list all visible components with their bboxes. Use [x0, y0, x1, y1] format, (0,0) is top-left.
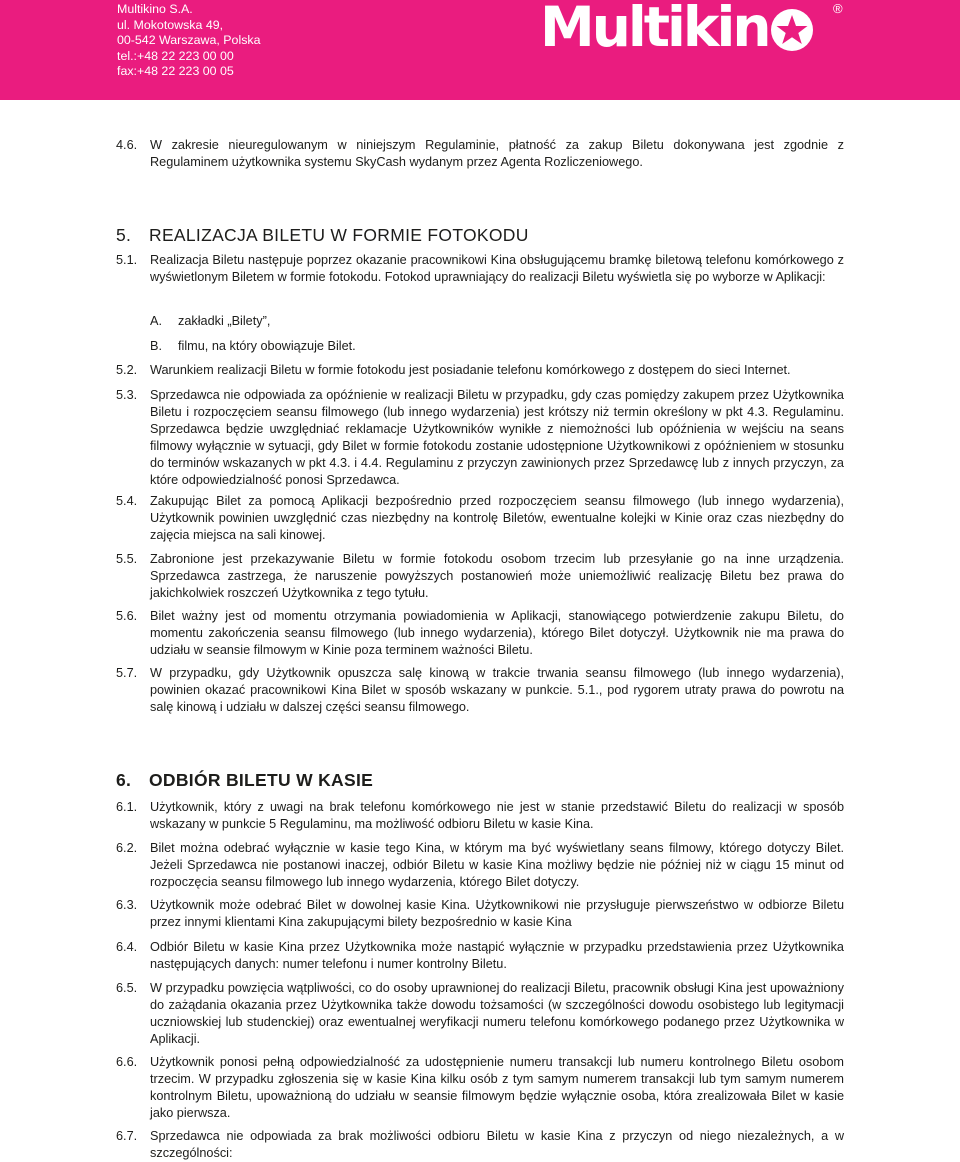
- clause-text: Odbiór Biletu w kasie Kina przez Użytkownika może nastąpić wyłącznie w przypadku przedstawienia przez Użytkownika następujących danych: numer telefonu i numer kontrolny Biletu.: [150, 940, 844, 971]
- company-phone: tel.:+48 22 223 00 00: [117, 48, 234, 63]
- section-6-heading: [116, 769, 844, 791]
- clause-number: 5.1.: [116, 253, 138, 267]
- clause-number: 5.7.: [116, 666, 138, 680]
- clause-text: W przypadku, gdy Użytkownik opuszcza salę kinową w trakcie trwania seansu filmowego (lub innego wydarzenia), powinien okazać pracownikowi Kina Bilet w sposób wskazany w punkcie. 5.1., pod rygorem utraty prawa do powrotu na salę kinową i udziału w dalszej części seansu filmowego.: [150, 666, 844, 714]
- clause-number: 6.7.: [116, 1129, 138, 1143]
- section-number: 5.: [116, 225, 132, 245]
- clause-number: 5.5.: [116, 552, 138, 566]
- list-text: zakładki „Bilety”,: [178, 314, 271, 328]
- clause-number: 6.3.: [116, 898, 138, 912]
- clause-text: Bilet ważny jest od momentu otrzymania powiadomienia w Aplikacji, stanowiącego potwierdzenie zakupu Biletu, do momentu zakończenia seansu filmowego (lub innego wydarzenia), którego Bilet dotyczył. Użytkownik nie ma prawa do udziału w seansie filmowym w Kinie poza terminem ważności Biletu.: [150, 609, 844, 657]
- clause-text: Bilet można odebrać wyłącznie w kasie tego Kina, w którym ma być wyświetlany seans filmowy, którego dotyczy Bilet. Jeżeli Sprzedawca nie postanowi inaczej, odbiór Biletu w kasie Kina możliwy będzie nie później niż w ciągu 15 minut od rozpoczęcia seansu filmowego lub innego wydarzenia, którego Bilet dotyczy.: [150, 841, 844, 889]
- company-fax: fax:+48 22 223 00 05: [117, 64, 234, 79]
- section-5-heading: [116, 224, 844, 246]
- registered-mark: ®: [833, 1, 843, 16]
- clause-number: 4.6.: [116, 138, 138, 152]
- clause-text: W zakresie nieuregulowanym w niniejszym Regulaminie, płatność za zakup Biletu dokonywana jest zgodnie z Regulaminem użytkownika systemu SkyCash wydanym przez Agenta Rozliczeniowego.: [150, 138, 844, 169]
- clause-text: Użytkownik ponosi pełną odpowiedzialność za udostępnienie numeru transakcji lub numeru kontrolnego Biletu osobom trzecim. W przypadku zgłoszenia się w kasie Kina kilku osób z tym samym numerem transakcji lub tym samym numerem kontrolnym Biletu, upoważnioną do udziału w seansie filmowym będzie wyłącznie osoba, która zrealizowała Bilet w kasie jako pierwsza.: [150, 1055, 844, 1120]
- clause-number: 6.6.: [116, 1055, 138, 1069]
- list-text: filmu, na który obowiązuje Bilet.: [178, 339, 356, 353]
- clause-text: Zabronione jest przekazywanie Biletu w formie fotokodu osobom trzecim lub przesyłanie go na inne urządzenia. Sprzedawca zastrzega, że naruszenie powyższych postanowień może uniemożliwić realizację Biletu bez prawa do jakichkolwiek roszczeń Użytkownika z tego tytułu.: [150, 552, 844, 600]
- clause-number: 5.3.: [116, 388, 138, 402]
- clause-number: 5.6.: [116, 609, 138, 623]
- clause-text: Użytkownik, który z uwagi na brak telefonu komórkowego nie jest w stanie przedstawić Biletu do realizacji w sposób wskazany w punkcie 5 Regulaminu, ma możliwość odbioru Biletu w kasie Kina.: [150, 800, 844, 831]
- clause-number: 6.2.: [116, 841, 138, 855]
- clause-text: W przypadku powzięcia wątpliwości, co do osoby uprawnionej do realizacji Biletu, pracownik obsługi Kina jest upoważniony do zażądania okazania przez Użytkownika także dowodu tożsamości (w szczególności dowodu osobistego lub legitymacji uczniowskiej lub studenckiej) oraz ewentualnej weryfikacji numeru telefonu komórkowego podanego przez Użytkownika w Aplikacji.: [150, 981, 844, 1046]
- company-street: ul. Mokotowska 49,: [117, 17, 224, 32]
- clause-number: 6.4.: [116, 940, 138, 954]
- list-letter: B.: [150, 339, 162, 353]
- clause-text: Zakupując Bilet za pomocą Aplikacji bezpośrednio przed rozpoczęciem seansu filmowego (lub innego wydarzenia), Użytkownik powinien uwzględnić czas niezbędny na kontrolę Biletów, ewentualne kolejki w Kinie oraz czas niezbędny do zajęcia miejsca na sali kinowej.: [150, 494, 844, 542]
- clause-text: Warunkiem realizacji Biletu w formie fotokodu jest posiadanie telefonu komórkowego z dostępem do sieci Internet.: [150, 363, 791, 377]
- logo-wordmark: Multikin: [540, 0, 769, 59]
- list-letter: A.: [150, 314, 162, 328]
- clause-number: 6.5.: [116, 981, 138, 995]
- clause-text: Realizacja Biletu następuje poprzez okazanie pracownikowi Kina obsługującemu bramkę biletową telefonu komórkowego z wyświetlonym Biletem w formie fotokodu. Fotokod uprawniający do realizacji Biletu wyświetla się po wyborze w Aplikacji:: [150, 253, 844, 284]
- company-city: 00-542 Warszawa, Polska: [117, 33, 261, 48]
- section-title: ODBIÓR BILETU W KASIE: [149, 770, 374, 790]
- clause-text: Sprzedawca nie odpowiada za brak możliwości odbioru Biletu w kasie Kina z przyczyn od niego niezależnych, a w szczególności:: [150, 1129, 844, 1160]
- company-name: Multikino S.A.: [117, 2, 193, 16]
- clause-number: 6.1.: [116, 800, 138, 814]
- clause-number: 5.2.: [116, 363, 138, 377]
- clause-text: Użytkownik może odebrać Bilet w dowolnej kasie Kina. Użytkownikowi nie przysługuje pierwszeństwo w odbiorze Biletu przez innymi klientami Kina zakupującymi bilety bezpośrednio w kasie Kina: [150, 898, 844, 929]
- clause-number: 5.4.: [116, 494, 138, 508]
- section-number: 6.: [116, 770, 132, 790]
- section-title: REALIZACJA BILETU W FORMIE FOTOKODU: [149, 225, 529, 245]
- clause-text: Sprzedawca nie odpowiada za opóźnienie w realizacji Biletu w przypadku, gdy czas pomiędzy zakupem przez Użytkownika Biletu i rozpoczęciem seansu filmowego (lub innego wydarzenia) jest krótszy niż termin określony w pkt 4.3. Regulaminu. Sprzedawca będzie uwzględniać reklamacje Użytkowników wynikłe z niemożności lub opóźnienia w wejściu na seans filmowy wyłącznie w sytuacji, gdy Bilet w formie fotokodu zostanie udostępnione Użytkownikowi z opóźnieniem w stosunku do terminów wskazanych w pkt 4.3. i 4.4. Regulaminu z przyczyn zawinionych przez Sprzedawcę lub z innych przyczyn, za które odpowiedzialność ponosi Sprzedawca.: [150, 388, 844, 487]
